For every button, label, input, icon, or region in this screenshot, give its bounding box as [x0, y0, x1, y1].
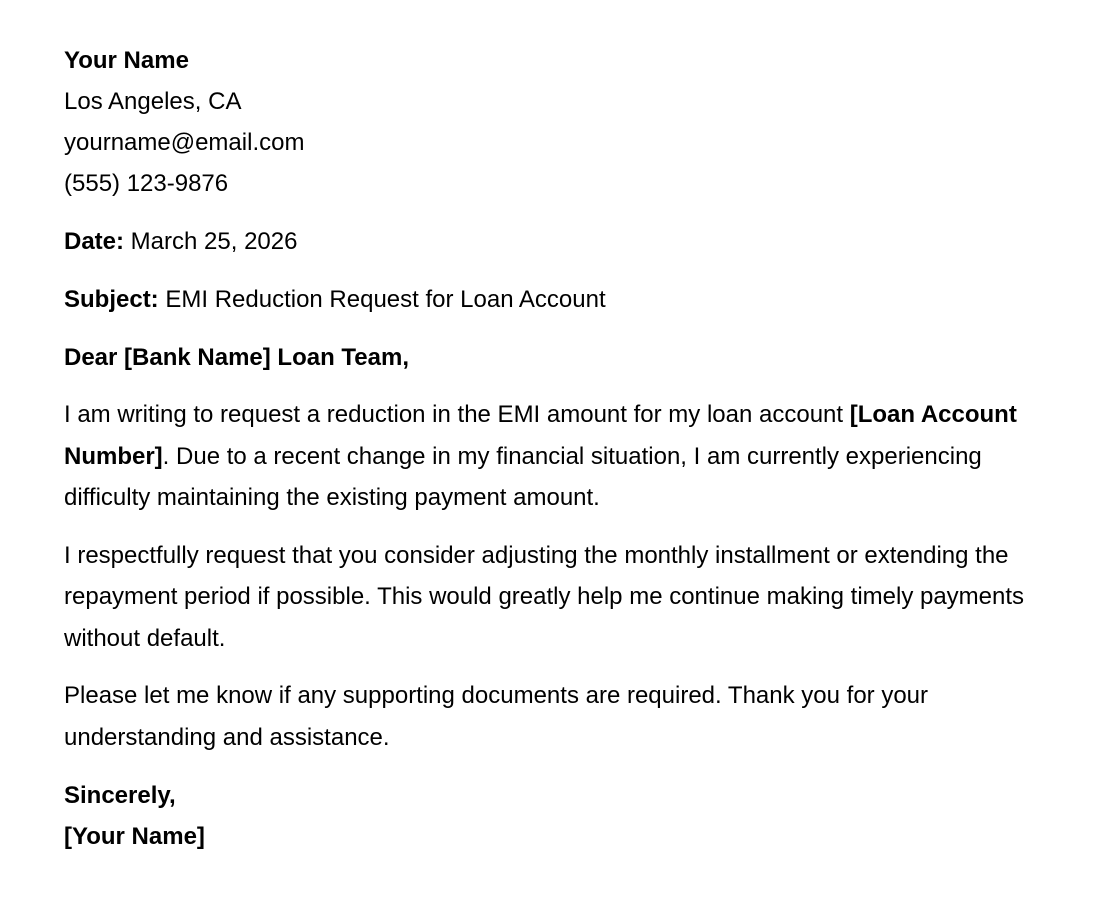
sender-email: yourname@email.com: [64, 129, 305, 156]
body-paragraph-3: Please let me know if any supporting documents are required. Thank you for your understanding and assistance.: [64, 682, 929, 751]
letter-page: [64, 40, 1054, 857]
sender-name: Your Name: [64, 47, 189, 74]
subject-label: Subject:: [64, 286, 159, 313]
date-value: March 25, 2026: [124, 228, 298, 255]
closing-block: [64, 775, 1054, 857]
subject-line: [64, 279, 1054, 320]
body-paragraph-2: I respectfully request that you consider adjusting the monthly installment or extending the repayment period if possible. This would greatly help me continue making timely payments without default.: [64, 541, 1025, 652]
p1-text-before: I am writing to request a reduction in the EMI amount for my loan account: [64, 401, 850, 428]
sender-phone: (555) 123-9876: [64, 170, 229, 197]
date-label: Date:: [64, 228, 125, 255]
loan-account-placeholder: [Loan Account Number]: [64, 401, 1017, 470]
sender-city: Los Angeles, CA: [64, 88, 242, 115]
body-paragraph-1: [64, 394, 1054, 519]
subject-value: EMI Reduction Request for Loan Account: [158, 286, 606, 313]
greeting: Dear [Bank Name] Loan Team,: [64, 344, 409, 371]
p1-text-after: . Due to a recent change in my financial situation, I am currently experiencing difficulty maintaining the existing payment amount.: [64, 442, 982, 511]
date-line: [64, 221, 1054, 262]
sender-block: [64, 40, 1054, 204]
signature: [Your Name]: [64, 823, 205, 850]
valediction: Sincerely,: [64, 782, 176, 809]
